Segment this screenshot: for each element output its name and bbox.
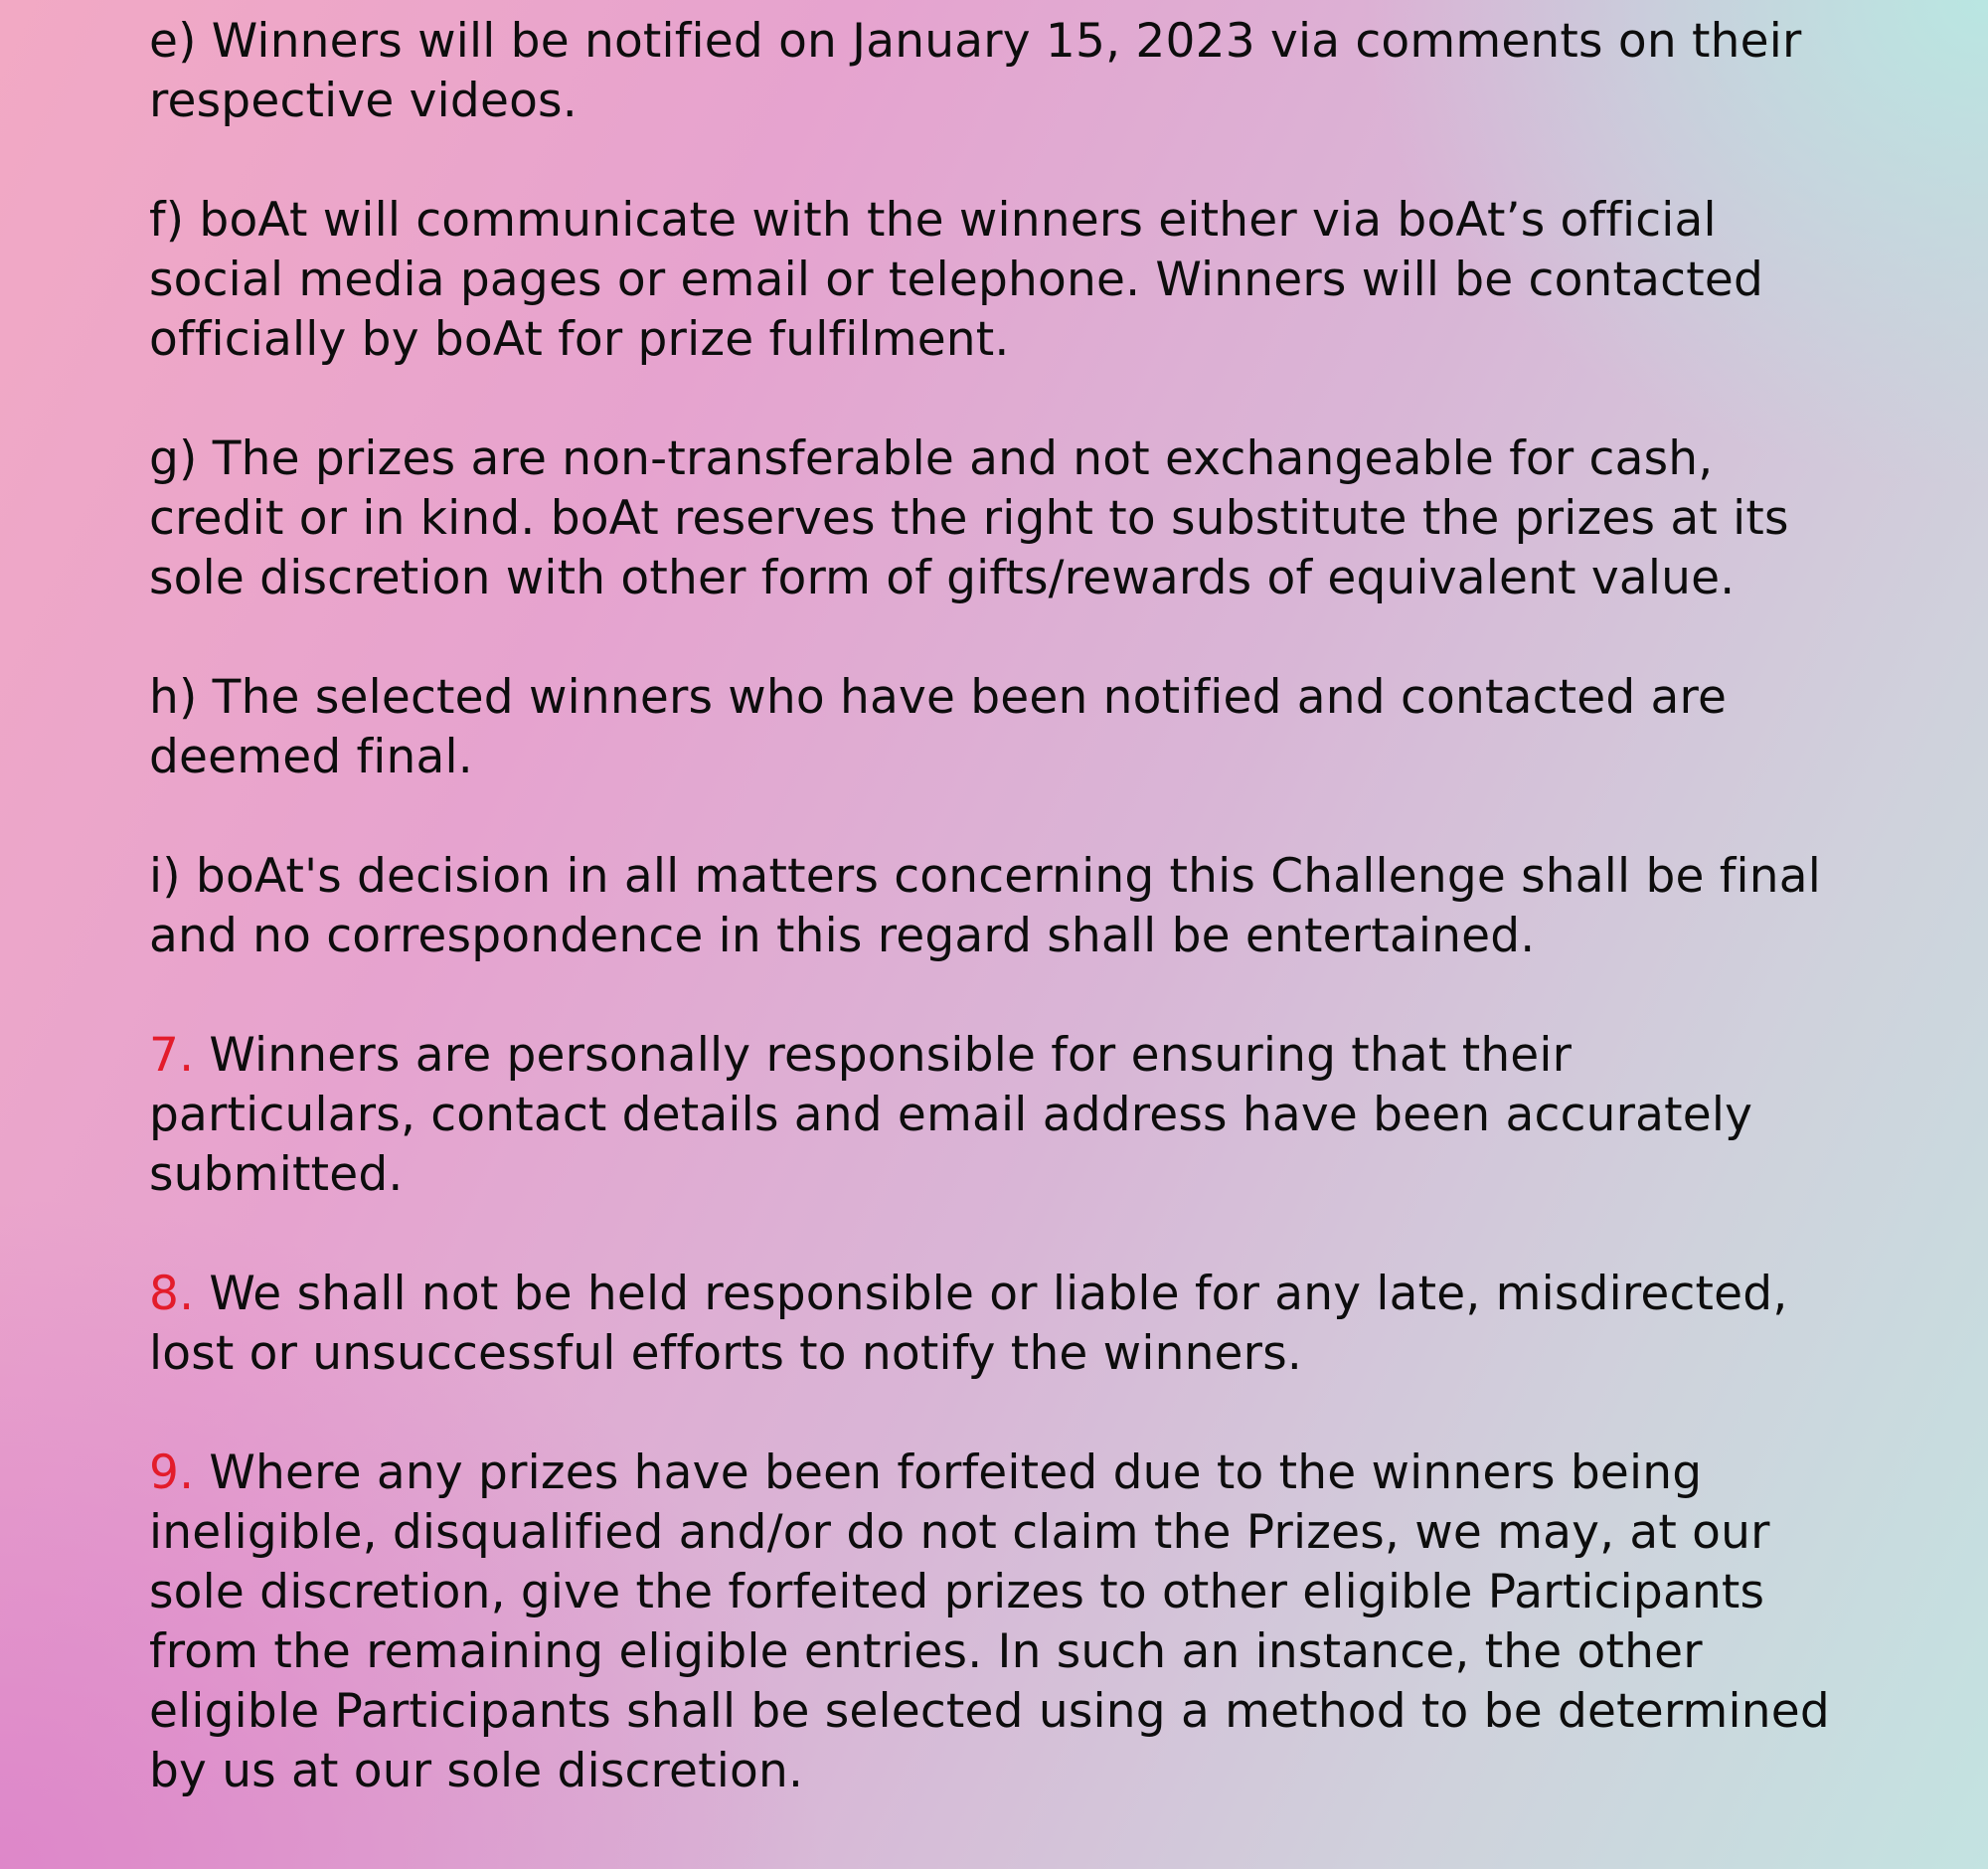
terms-content — [149, 12, 1839, 1801]
clause-i — [149, 847, 1839, 966]
clause-7 — [149, 1026, 1839, 1205]
clause-i-text: i) boAt's decision in all matters concerning this Challenge shall be final and no correspondence in this regard shall be entertained. — [149, 849, 1821, 963]
clause-8-number: 8. — [149, 1267, 195, 1321]
clause-g-text: g) The prizes are non-transferable and not exchangeable for cash, credit or in kind. boAt reserves the right to substitute the prizes at its sole discretion with other form of gifts/rewards of equivalent value. — [149, 431, 1789, 605]
clause-h-text: h) The selected winners who have been notified and contacted are deemed final. — [149, 670, 1728, 784]
clause-f-text: f) boAt will communicate with the winners either via boAt’s official social media pages or email or telephone. Winners will be contacted officially by boAt for prize fulfilment. — [149, 193, 1763, 367]
clause-9-number: 9. — [149, 1445, 195, 1500]
clause-e — [149, 12, 1839, 131]
clause-9 — [149, 1444, 1839, 1801]
clause-9-text: Where any prizes have been forfeited due to the winners being ineligible, disqualified and/or do not claim the Prizes, we may, at our sole discretion, give the forfeited prizes to other eligible Participants from the remaining eligible entries. In such an instance, the other eligible Participants shall be selected using a method to be determined by us at our sole discretion. — [149, 1445, 1830, 1798]
clause-f — [149, 191, 1839, 370]
clause-8 — [149, 1265, 1839, 1384]
clause-7-number: 7. — [149, 1028, 195, 1083]
clause-7-text: Winners are personally responsible for ensuring that their particulars, contact details and email address have been accurately submitted. — [149, 1028, 1753, 1202]
clause-g — [149, 429, 1839, 608]
clause-8-text: We shall not be held responsible or liable for any late, misdirected, lost or unsuccessful efforts to notify the winners. — [149, 1267, 1788, 1381]
clause-e-text: e) Winners will be notified on January 15, 2023 via comments on their respective videos. — [149, 14, 1802, 128]
clause-h — [149, 668, 1839, 787]
